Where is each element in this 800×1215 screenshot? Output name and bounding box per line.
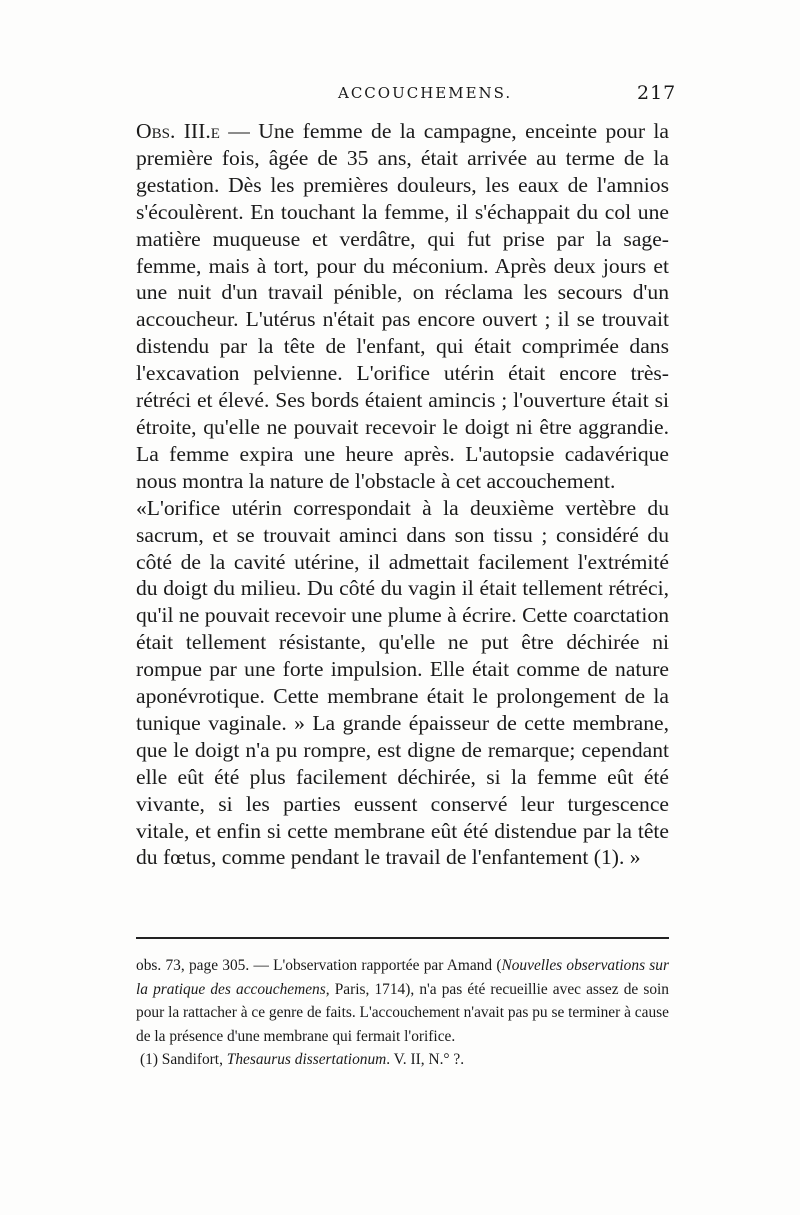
footnote-1-start: (1) Sandifort,: [140, 1051, 227, 1069]
footnote-continued-start: obs. 73, page 305. — L'observation rapportée par Amand (: [136, 957, 502, 974]
footnote-continued: [136, 954, 669, 1048]
running-header: [0, 84, 800, 108]
footnote-1: [136, 1048, 669, 1072]
page-number: 217: [637, 82, 677, 104]
footnote-1-title: Thesaurus dissertationum: [226, 1051, 387, 1069]
main-text: [136, 118, 669, 871]
paragraph-observation: [136, 118, 669, 495]
footnote-1-end: . V. II, N.° ?.: [386, 1051, 465, 1069]
running-title: ACCOUCHEMENS.: [338, 84, 513, 102]
footnote-continued-title: Nouvelles observations sur la pratique des accouchemens: [136, 957, 669, 998]
footnote-divider: [136, 937, 669, 939]
paragraph-quotation: «L'orifice utérin correspondait à la deuxième vertèbre du sacrum, et se trouvait aminci dans son tissu ; considéré du côté de la cavité utérine, il admettait facilement l'extrémité du doigt du milieu. Du côté du vagin il était tellement rétréci, qu'il ne pouvait recevoir une plume à écrire. Cette coarctation était tellement résistante, qu'elle ne put être déchirée ni rompue par une forte impulsion. Elle était comme de nature aponévrotique. Cette membrane était le prolongement de la tunique vaginale. » La grande épaisseur de cette membrane, que le doigt n'a pu rompre, est digne de remarque; cependant elle eût été plus facilement déchirée, si la femme eût été vivante, si les parties eussent conservé leur turgescence vitale, et enfin si cette membrane eût été distendue par la tête du fœtus, comme pendant le travail de l'enfantement (1). »: [136, 495, 669, 870]
observation-label: Obs. III.e: [136, 119, 220, 143]
paragraph-observation-text: — Une femme de la campagne, enceinte pour la première fois, âgée de 35 ans, était arrivée au terme de la gestation. Dès les premières douleurs, les eaux de l'amnios s'écoulèrent. En touchant la femme, il s'échappait du col une matière muqueuse et verdâtre, qui fut prise par la sage-femme, mais à tort, pour du méconium. Après deux jours et une nuit d'un travail pénible, on réclama les secours d'un accoucheur. L'utérus n'était pas encore ouvert ; il se trouvait distendu par la tête de l'enfant, qui était comprimée dans l'excavation pelvienne. L'orifice utérin était encore très-rétréci et élevé. Ses bords étaient amincis ; l'ouverture était si étroite, qu'elle ne pouvait recevoir le doigt ni être aggrandie. La femme expira une heure après. L'autopsie cadavérique nous montra la nature de l'obstacle à cet accouchement.: [136, 119, 670, 493]
footnotes: [136, 954, 669, 1072]
footnote-continued-end: , Paris, 1714), n'a pas été recueillie avec assez de soin pour la rattacher à ce genre de faits. L'accouchement n'avait pas pu se terminer à cause de la présence d'une membrane qui fermait l'orifice.: [136, 980, 669, 1045]
